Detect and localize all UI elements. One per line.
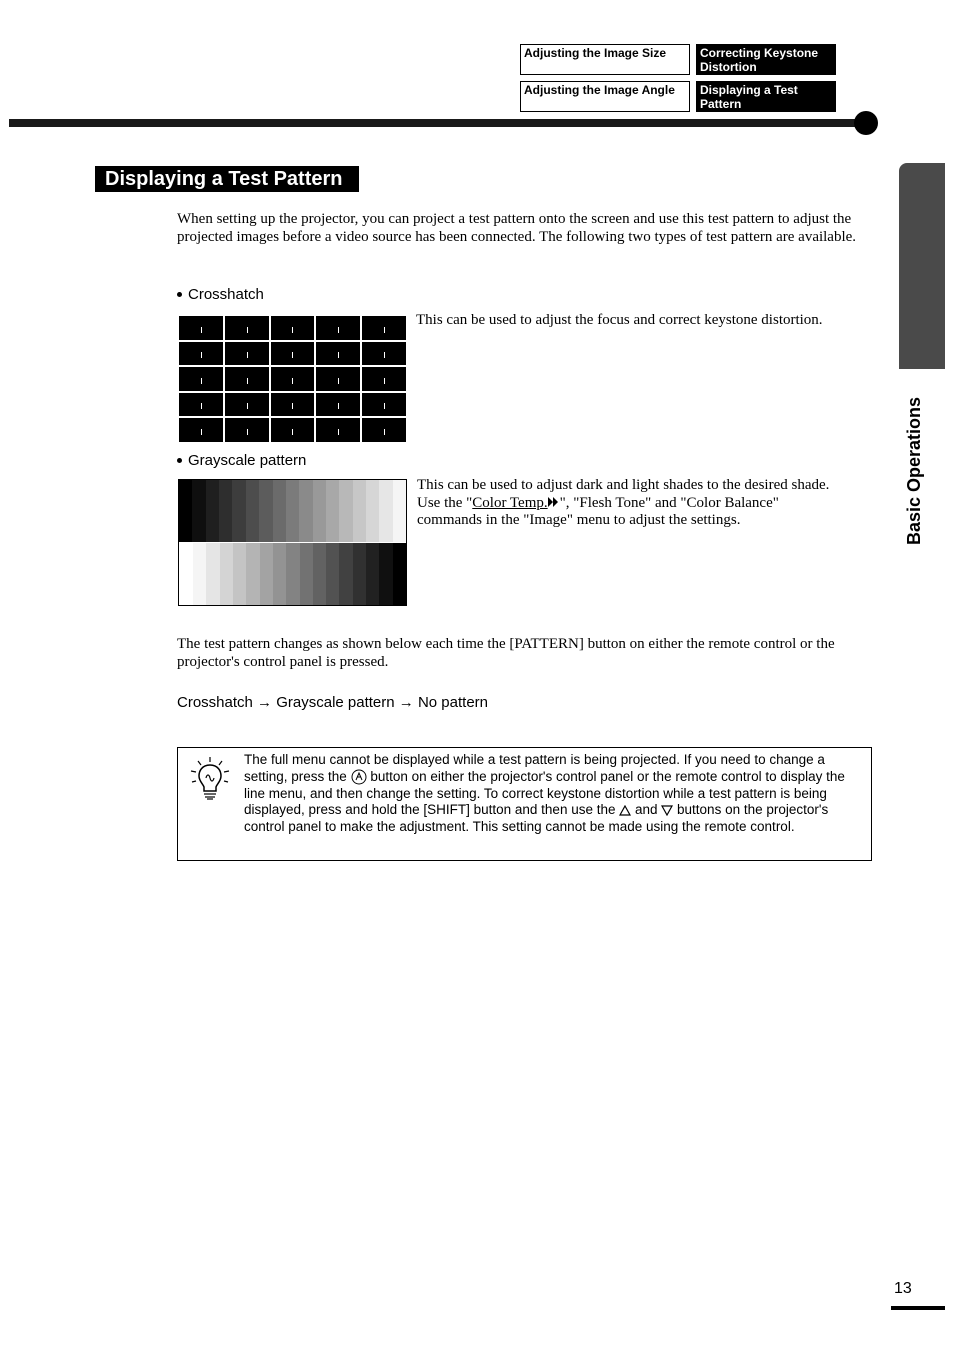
nav-adjusting-image-size[interactable] xyxy=(520,44,690,75)
crosshatch-cell xyxy=(271,393,315,417)
nav-label: Displaying a Test Pattern xyxy=(700,83,798,111)
triangle-up-icon xyxy=(619,805,631,816)
grayscale-swatch xyxy=(246,543,259,605)
grayscale-desc-line1: This can be used to adjust dark and light shades to the desired shade. xyxy=(417,477,830,493)
grayscale-swatch xyxy=(219,480,232,542)
crosshatch-cell xyxy=(362,418,406,442)
crosshatch-cell xyxy=(179,418,223,442)
grayscale-swatch xyxy=(206,480,219,542)
grayscale-swatch xyxy=(300,543,313,605)
intro-paragraph: When setting up the projector, you can project a test pattern onto the screen and use this test pattern to adjust the projected images before a video source has been connected. The following two types of test pattern are available. xyxy=(177,211,857,245)
grayscale-swatch xyxy=(220,543,233,605)
crosshatch-cell xyxy=(225,393,269,417)
nav-label: Correcting Keystone Distortion xyxy=(700,46,819,74)
tip-text-part: and xyxy=(631,802,662,818)
grayscale-swatch xyxy=(326,543,339,605)
grayscale-swatch xyxy=(179,480,192,542)
crosshatch-cell xyxy=(271,367,315,391)
grayscale-desc-line3: commands in the "Image" menu to adjust the settings. xyxy=(417,512,741,528)
grayscale-swatch xyxy=(273,480,286,542)
lightbulb-icon xyxy=(188,756,232,802)
crosshatch-cell xyxy=(179,393,223,417)
bullet-crosshatch xyxy=(177,286,264,303)
crosshatch-cell xyxy=(316,342,360,366)
grayscale-swatch xyxy=(353,480,366,542)
pattern-change-paragraph: The test pattern changes as shown below each time the [PATTERN] button on either the remote control or the projector's control panel is pressed. xyxy=(177,636,835,670)
grayscale-top-row xyxy=(179,480,406,542)
grayscale-swatch xyxy=(260,543,273,605)
bullet-icon xyxy=(177,458,182,463)
crosshatch-cell xyxy=(271,316,315,340)
nav-correcting-keystone[interactable] xyxy=(696,44,836,75)
grayscale-swatch xyxy=(366,543,379,605)
grayscale-swatch xyxy=(299,480,312,542)
grayscale-swatch xyxy=(286,543,299,605)
grayscale-swatch xyxy=(379,480,392,542)
grayscale-swatch xyxy=(273,543,286,605)
crosshatch-cell xyxy=(179,367,223,391)
pattern-sequence xyxy=(177,694,488,711)
tip-text-part: button on either the projector's control panel or the remote control to display the line menu, and then change the setting. To correct keystone distortion while a test pattern is being displayed, press and hold the [SHIFT] button and then use the xyxy=(244,768,845,818)
crosshatch-cell xyxy=(316,367,360,391)
section-title: Displaying a Test Pattern xyxy=(95,166,359,192)
double-arrow-icon xyxy=(548,497,560,507)
grayscale-swatch xyxy=(246,480,259,542)
desc-text: Use the " xyxy=(417,494,473,511)
crosshatch-label: Crosshatch xyxy=(188,286,264,303)
grayscale-label: Grayscale pattern xyxy=(188,452,307,469)
page-number: 13 xyxy=(894,1280,912,1297)
nav-displaying-test-pattern[interactable] xyxy=(696,81,836,112)
arrow-icon: → xyxy=(398,694,414,711)
crosshatch-cell xyxy=(179,342,223,366)
crosshatch-pattern-image xyxy=(178,315,407,443)
grayscale-swatch xyxy=(232,480,245,542)
grayscale-swatch xyxy=(193,543,206,605)
grayscale-bottom-row xyxy=(193,543,406,605)
grayscale-swatch xyxy=(353,543,366,605)
grayscale-swatch xyxy=(313,480,326,542)
grayscale-swatch xyxy=(326,480,339,542)
crosshatch-cell xyxy=(271,342,315,366)
grayscale-description xyxy=(417,477,877,530)
crosshatch-cell xyxy=(316,418,360,442)
grayscale-swatch xyxy=(366,480,379,542)
crosshatch-cell xyxy=(225,316,269,340)
side-tab-label: Basic Operations xyxy=(904,396,924,545)
crosshatch-cell xyxy=(362,367,406,391)
grayscale-swatch xyxy=(233,543,246,605)
bullet-icon xyxy=(177,292,182,297)
grayscale-swatch xyxy=(339,480,352,542)
triangle-down-icon xyxy=(661,805,673,816)
grayscale-swatch xyxy=(192,480,205,542)
header-rule xyxy=(9,119,861,127)
crosshatch-cell xyxy=(316,393,360,417)
crosshatch-cell xyxy=(362,393,406,417)
tip-box xyxy=(177,747,872,861)
grayscale-swatch xyxy=(393,480,406,542)
grayscale-desc-line2 xyxy=(417,495,877,513)
arrow-icon: → xyxy=(257,694,273,711)
crosshatch-cell xyxy=(316,316,360,340)
sequence-step: Crosshatch xyxy=(177,694,253,711)
grayscale-swatch xyxy=(379,543,392,605)
crosshatch-cell xyxy=(225,367,269,391)
sequence-step: No pattern xyxy=(417,694,488,711)
nav-label: Adjusting the Image Size xyxy=(524,46,667,60)
crosshatch-cell xyxy=(362,316,406,340)
page-number-rule xyxy=(891,1306,945,1310)
grayscale-swatch xyxy=(286,480,299,542)
tip-text-part: buttons on the projector's control panel to make the adjustment. This setting cannot be made using the remote control. xyxy=(244,802,829,835)
crosshatch-cell xyxy=(362,342,406,366)
crosshatch-cell xyxy=(271,418,315,442)
grayscale-swatch xyxy=(206,543,219,605)
tip-text xyxy=(244,752,866,836)
grayscale-swatch xyxy=(259,480,272,542)
grayscale-swatch xyxy=(393,543,406,605)
crosshatch-cell xyxy=(179,316,223,340)
grayscale-swatch xyxy=(339,543,352,605)
sequence-step: Grayscale pattern xyxy=(276,694,395,711)
grayscale-pattern-image xyxy=(178,479,407,606)
side-tab xyxy=(899,163,945,369)
bullet-grayscale xyxy=(177,452,306,469)
tip-text-part: The full menu cannot be displayed while a test pattern is being projected. If you need to change a setting, press the xyxy=(244,752,825,784)
crosshatch-description: This can be used to adjust the focus and correct keystone distortion. xyxy=(416,312,823,328)
nav-label: Adjusting the Image Angle xyxy=(524,83,675,97)
crosshatch-cell xyxy=(225,342,269,366)
desc-text: ", "Flesh Tone" and "Color Balance" xyxy=(559,494,779,511)
color-temp-link[interactable]: Color Temp. xyxy=(472,494,548,511)
crosshatch-cell xyxy=(225,418,269,442)
grayscale-swatch xyxy=(313,543,326,605)
menu-button-icon xyxy=(351,769,367,785)
header-rule-dot xyxy=(854,111,878,135)
nav-adjusting-image-angle[interactable] xyxy=(520,81,690,112)
